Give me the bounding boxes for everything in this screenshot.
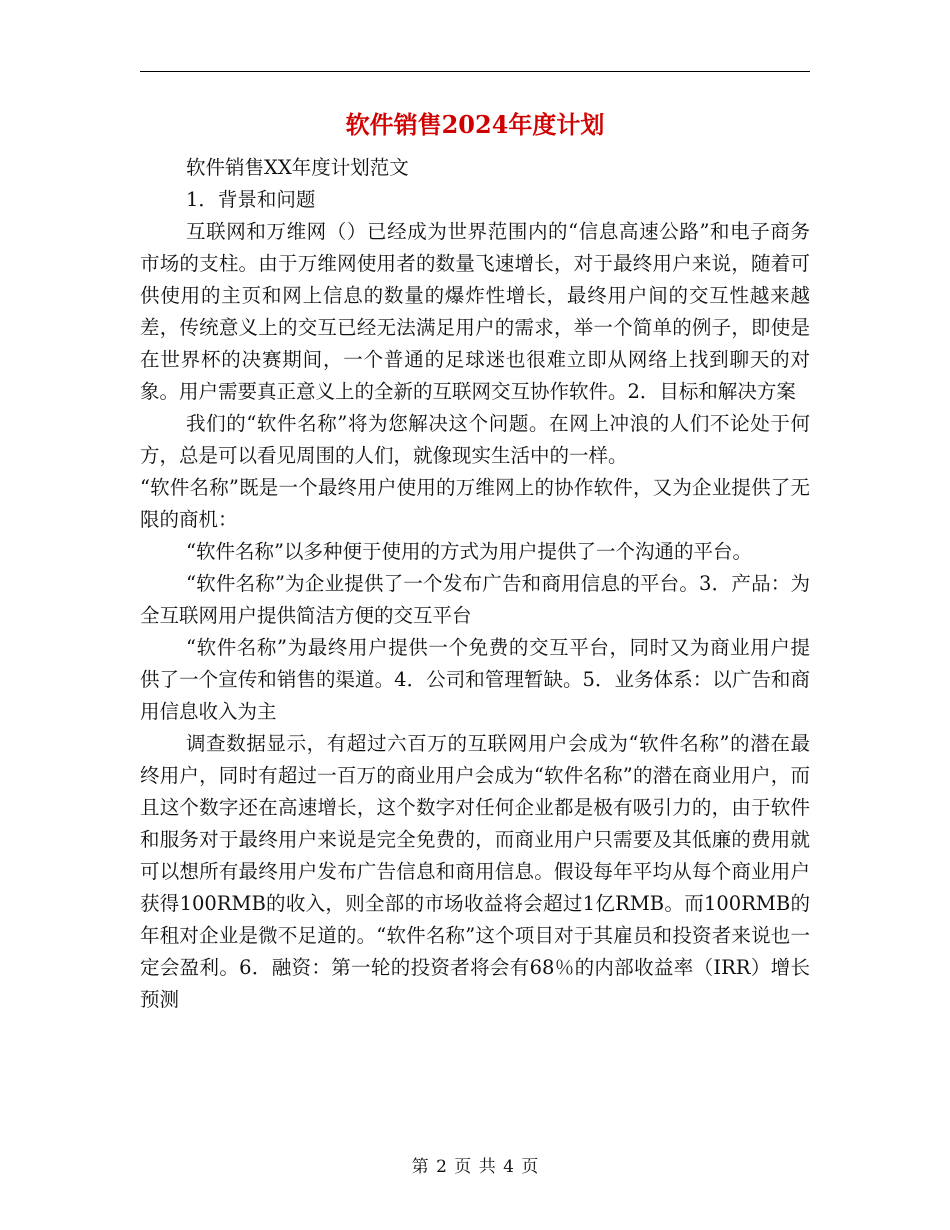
paragraph-background: 互联网和万维网（）已经成为世界范围内的“信息高速公路”和电子商务市场的支柱。由于万维网使用者的数量飞速增长，对于最终用户来说，随着可供使用的主页和网上信息的数量的爆炸性增长，最终用户间的交互性越来越差，传统意义上的交互已经无法满足用户的需求，举一个简单的例子，即使是在世界杯的决赛期间，一个普通的足球迷也很难立即从网络上找到聊天的对象。用户需要真正意义上的全新的互联网交互协作软件。2．目标和解决方案 bbox=[140, 220, 810, 403]
header-rule bbox=[140, 71, 810, 72]
document-title: 软件销售2024年度计划 bbox=[345, 110, 605, 139]
paragraph-section-1-heading: 1．背景和问题 bbox=[186, 188, 316, 211]
page-footer: 第 2 页 共 4 页 bbox=[411, 1157, 539, 1177]
paragraph-communication-platform: “软件名称”以多种便于使用的方式为用户提供了一个沟通的平台。 bbox=[186, 540, 752, 563]
paragraph-free-platform: “软件名称”为最终用户提供一个免费的交互平台，同时又为商业用户提供了一个宣传和销售的渠道。4．公司和管理暂缺。5．业务体系：以广告和商用信息收入为主 bbox=[140, 636, 810, 723]
paragraph-software-description: “软件名称”既是一个最终用户使用的万维网上的协作软件，又为企业提供了无限的商机： bbox=[140, 476, 810, 531]
paragraph-market-data: 调查数据显示，有超过六百万的互联网用户会成为“软件名称”的潜在最终用户，同时有超过一百万的商业用户会成为“软件名称”的潜在商业用户，而且这个数字还在高速增长，这个数字对任何企业都是极有吸引力的，由于软件和服务对于最终用户来说是完全免费的，而商业用户只需要及其低廉的费用就可以想所有最终用户发布广告信息和商用信息。假设每年平均从每个商业用户获得100RMB的收入，则全部的市场收益将会超过1亿RMB。而100RMB的年租对企业是微不足道的。“软件名称”这个项目对于其雇员和投资者来说也一定会盈利。6．融资：第一轮的投资者将会有68％的内部收益率（IRR）增长预测 bbox=[140, 732, 810, 1011]
paragraph-solution: 我们的“软件名称”将为您解决这个问题。在网上冲浪的人们不论处于何方，总是可以看见周围的人们，就像现实生活中的一样。 bbox=[140, 412, 810, 467]
document-body bbox=[140, 152, 810, 1016]
paragraph-subtitle: 软件销售XX年度计划范文 bbox=[186, 156, 409, 179]
paragraph-advertising-platform: “软件名称”为企业提供了一个发布广告和商用信息的平台。3．产品：为全互联网用户提供简洁方便的交互平台 bbox=[140, 572, 810, 627]
